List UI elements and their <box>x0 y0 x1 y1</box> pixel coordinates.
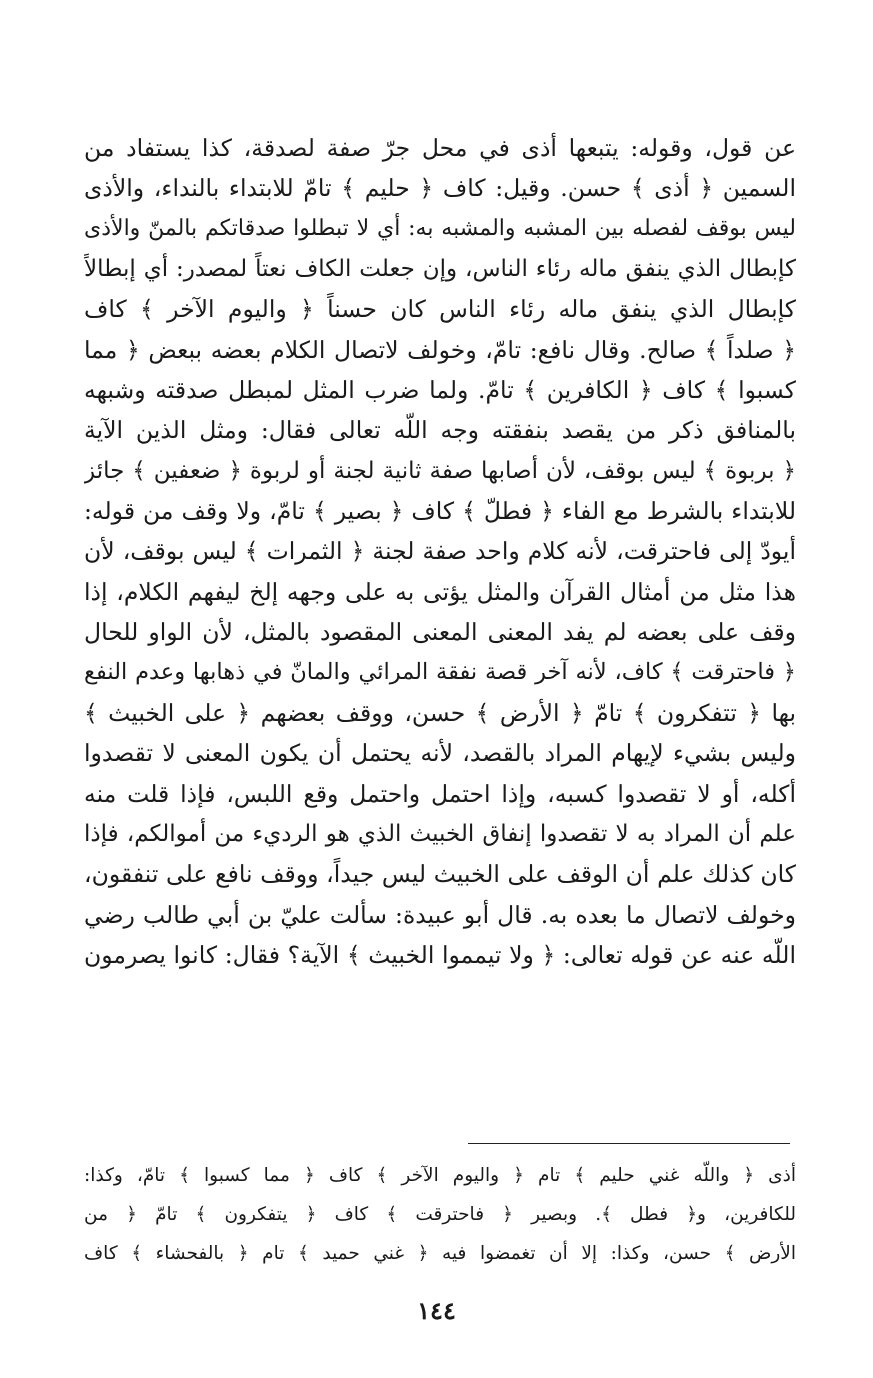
text-line: كإبطال الذي ينفق ماله رئاء الناس كان حسناً ﴿ واليوم الآخر ﴾ كاف <box>84 295 796 324</box>
text-line: وخولف لاتصال ما بعده به. قال أبو عبيدة: سألت عليّ بن أبي طالب رضي <box>84 900 796 929</box>
text-line: كسبوا ﴾ كاف ﴿ الكافرين ﴾ تامّ. ولما ضرب المثل لمبطل صدقته وشبهه <box>84 376 796 405</box>
text-line: ليس بوقف لفصله بين المشبه والمشبه به: أي لا تبطلوا صدقاتكم بالمنّ والأذى <box>84 215 796 241</box>
text-line: اللّه عنه عن قوله تعالى: ﴿ ولا تيمموا الخبيث ﴾ الآية؟ فقال: كانوا يصرمون <box>84 940 796 969</box>
text-line: بالمنافق ذكر من يقصد بنفقته وجه اللّه تعالى فقال: ومثل الذين الآية <box>84 416 796 445</box>
text-line: عن قول، وقوله: يتبعها أذى في محل جرّ صفة لصدقة، كذا يستفاد من <box>84 134 796 162</box>
text-line: ﴿ بربوة ﴾ ليس بوقف، لأن أصابها صفة ثانية لجنة أو لربوة ﴿ ضعفين ﴾ جائز <box>84 457 796 484</box>
text-line: أكله، أو لا تقصدوا كسبه، وإذا احتمل واحتمل وقع اللبس، فإذا قلت منه <box>84 779 796 808</box>
page-number: ١٤٤ <box>417 1296 456 1325</box>
text-line: كإبطال الذي ينفق ماله رئاء الناس، وإن جعلت الكاف نعتاً لمصدر: أي إبطالاً <box>84 256 796 283</box>
footnotes <box>84 1156 796 1273</box>
text-line: كان كذلك علم أن الوقف على الخبيث ليس جيداً، ووقف نافع على تنفقون، <box>84 860 796 889</box>
text-line: هذا مثل من أمثال القرآن والمثل يؤتى به على وجهه إلخ ليفهم الكلام، إذا <box>84 577 796 606</box>
text-line: وليس بشيء لإيهام المراد بالقصد، لأنه يحتمل أن يكون المعنى لا تقصدوا <box>84 739 796 768</box>
text-line: للابتداء بالشرط مع الفاء ﴿ فطلّ ﴾ كاف ﴿ بصير ﴾ تامّ، ولا وقف من قوله: <box>84 497 796 526</box>
footnote-line: للكافرين، و﴿ فطل ﴾. وبصير ﴿ فاحترقت ﴾ كاف ﴿ يتفكرون ﴾ تامّ ﴿ من <box>84 1204 796 1225</box>
text-line: بها ﴿ تتفكرون ﴾ تامّ ﴿ الأرض ﴾ حسن، ووقف بعضهم ﴿ على الخبيث ﴾ <box>84 698 796 727</box>
main-text <box>84 128 796 975</box>
footnote-line: أذى ﴿ واللّه غني حليم ﴾ تام ﴿ واليوم الآخر ﴾ كاف ﴿ مما كسبوا ﴾ تامّ، وكذا: <box>84 1165 796 1186</box>
text-line: علم أن المراد به لا تقصدوا إنفاق الخبيث الذي هو الرديء من أموالكم، فإذا <box>84 820 796 847</box>
text-line: أيودّ إلى فاحترقت، لأنه كلام واحد صفة لجنة ﴿ الثمرات ﴾ ليس بوقف، لأن <box>84 537 796 566</box>
footnote-divider <box>468 1143 790 1144</box>
text-line: السمين ﴿ أذى ﴾ حسن. وقيل: كاف ﴿ حليم ﴾ تامّ للابتداء بالنداء، والأذى <box>84 174 796 203</box>
footnote-line: الأرض ﴾ حسن، وكذا: إلا أن تغمضوا فيه ﴿ غني حميد ﴾ تام ﴿ بالفحشاء ﴾ كاف <box>84 1243 796 1264</box>
text-line: وقف على بعضه لم يفد المعنى المعنى المقصود بالمثل، لأن الواو للحال <box>84 618 796 647</box>
text-line: ﴿ صلداً ﴾ صالح. وقال نافع: تامّ، وخولف لاتصال الكلام بعضه ببعض ﴿ مما <box>84 335 796 364</box>
text-line: ﴿ فاحترقت ﴾ كاف، لأنه آخر قصة نفقة المرائي والمانّ في ذهابها وعدم النفع <box>84 659 796 686</box>
